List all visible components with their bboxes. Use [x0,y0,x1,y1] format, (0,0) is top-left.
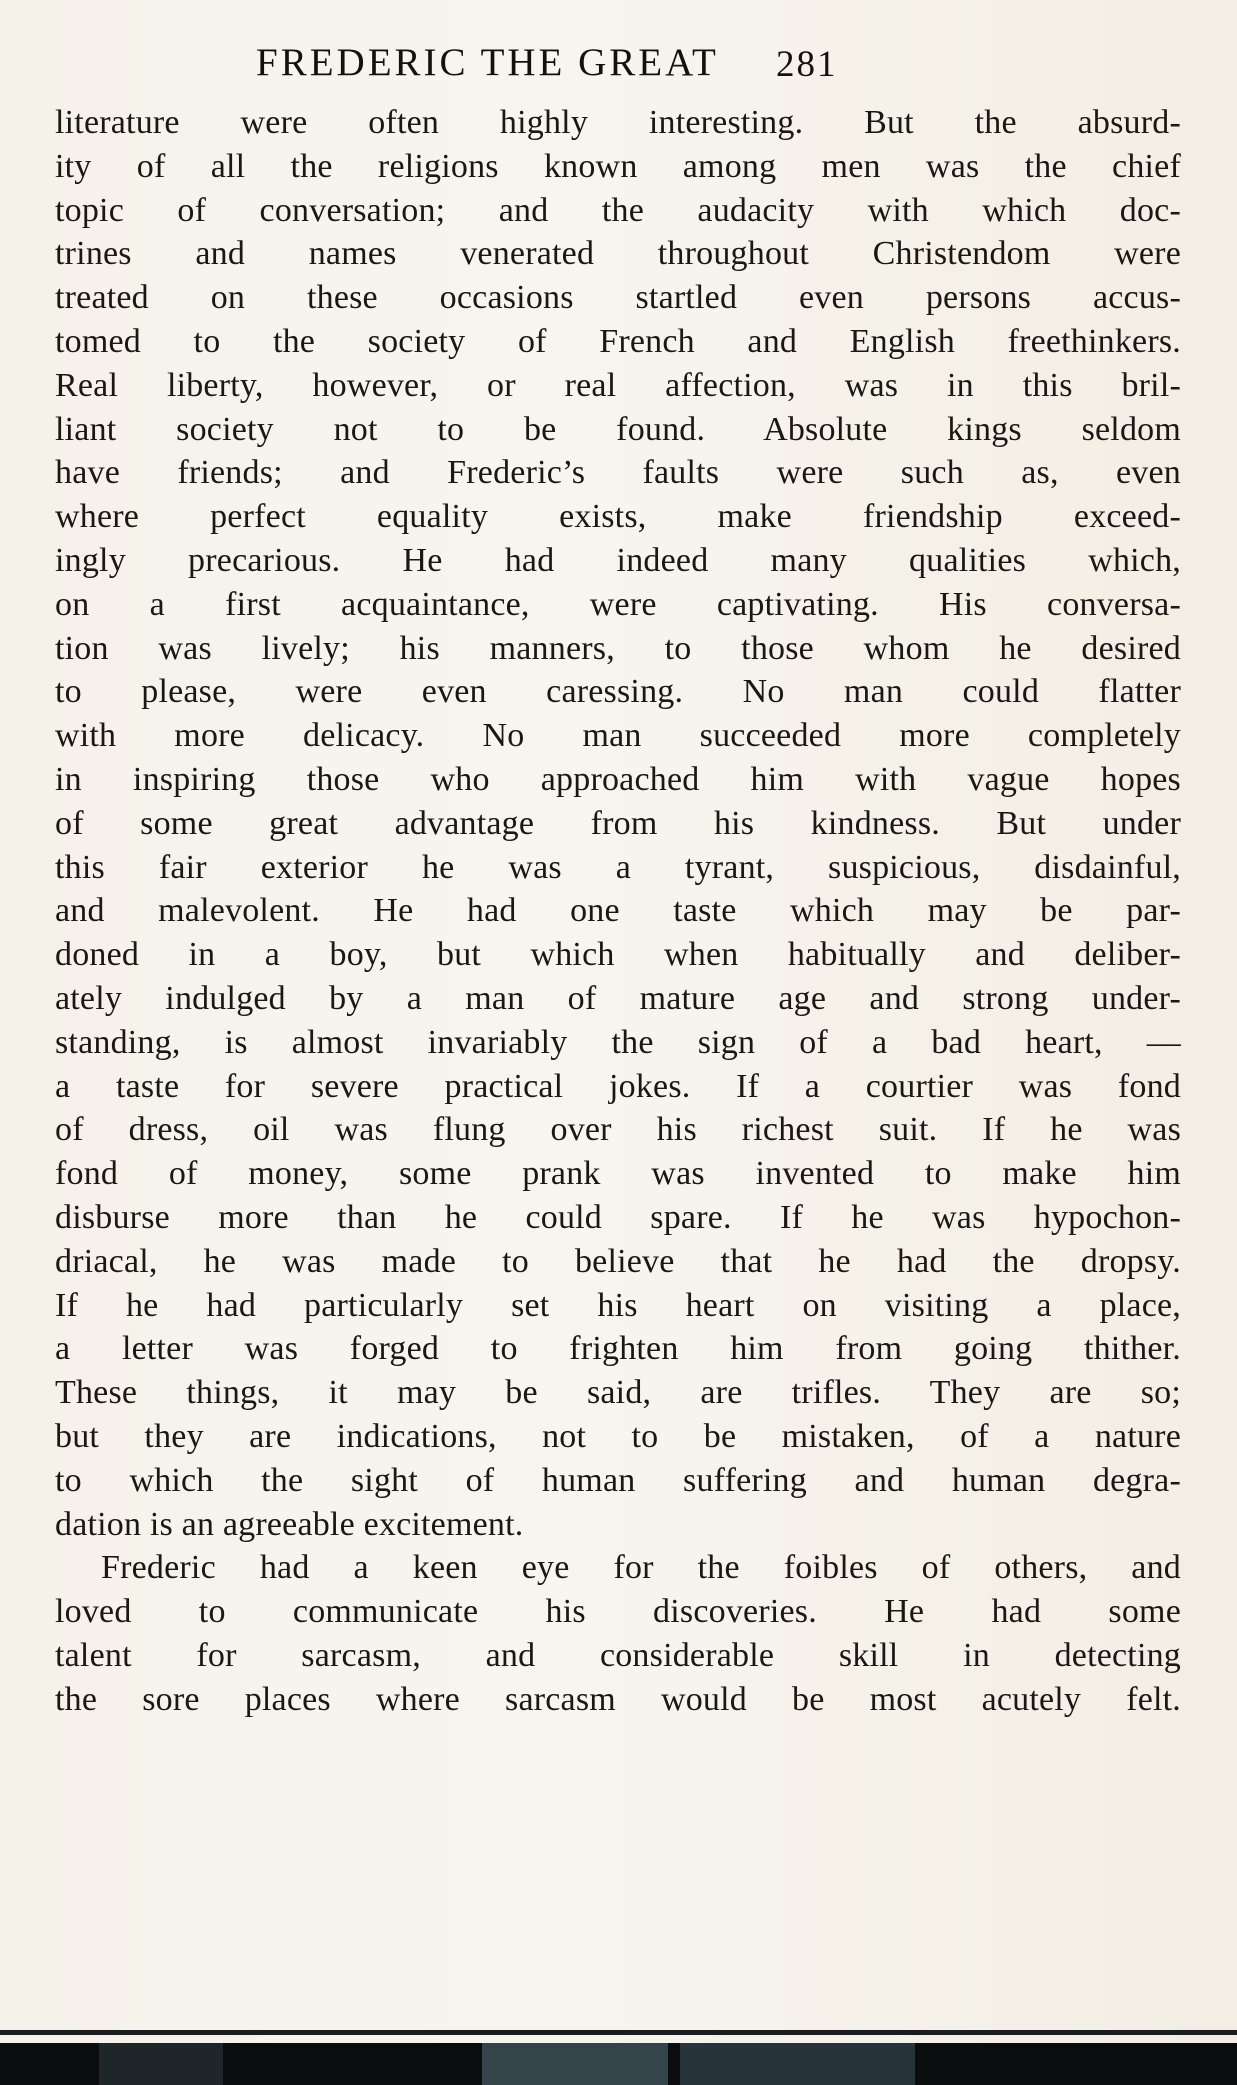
text-line: and malevolent. He had one taste which may be par- [55,892,1181,930]
paragraph [55,1546,1181,1721]
text-line: driacal, he was made to believe that he had the dropsy. [55,1242,1181,1280]
text-line: to which the sight of human suffering and human degra- [55,1461,1181,1499]
page-body [55,101,1181,1721]
text-line: fond of money, some prank was invented to make him [55,1155,1181,1193]
text-line: These things, it may be said, are trifles. They are so; [55,1374,1181,1412]
text-line: ingly precarious. He had indeed many qualities which, [55,541,1181,579]
text-line: this fair exterior he was a tyrant, suspicious, disdainful, [55,848,1181,886]
text-line: ately indulged by a man of mature age and strong under- [55,979,1181,1017]
scan-bar-segment [99,2043,223,2085]
text-line: to please, were even caressing. No man could flatter [55,673,1181,711]
text-line: If he had particularly set his heart on visiting a place, [55,1286,1181,1324]
scan-bar-segment [482,2043,668,2085]
text-line: of some great advantage from his kindness. But under [55,804,1181,842]
scan-bar-segment [680,2043,915,2085]
text-line: dation is an agreeable excitement. [55,1505,524,1543]
text-line: treated on these occasions startled even persons accus- [55,279,1181,317]
text-line: Frederic had a keen eye for the foibles of others, and [101,1549,1181,1587]
text-line: with more delicacy. No man succeeded more completely [55,717,1181,755]
text-line: tion was lively; his manners, to those whom he desired [55,629,1181,667]
text-line: ity of all the religions known among men was the chief [55,147,1181,185]
text-line: but they are indications, not to be mistaken, of a nature [55,1417,1181,1455]
text-line: of dress, oil was flung over his richest suit. If he was [55,1111,1181,1149]
text-line: tomed to the society of French and English freethinkers. [55,322,1181,360]
text-line: on a first acquaintance, were captivating. His conversa- [55,585,1181,623]
text-line: liant society not to be found. Absolute kings seldom [55,410,1181,448]
text-line: standing, is almost invariably the sign of a bad heart, — [55,1023,1181,1061]
running-head-title: FREDERIC THE GREAT [256,41,719,84]
text-line: in inspiring those who approached him with vague hopes [55,760,1181,798]
text-line: loved to communicate his discoveries. He had some [55,1593,1181,1631]
text-line: disburse more than he could spare. If he was hypochon- [55,1198,1181,1236]
text-line: topic of conversation; and the audacity with which doc- [55,191,1181,229]
scan-edge-artifact [0,2043,1237,2085]
text-line: have friends; and Frederic’s faults were such as, even [55,454,1181,492]
text-line: Real liberty, however, or real affection, was in this bril- [55,366,1181,404]
text-line: literature were often highly interesting. But the absurd- [55,104,1181,141]
scan-edge-line [0,2030,1237,2035]
paragraph [55,101,1181,1546]
text-line: where perfect equality exists, make friendship exceed- [55,498,1181,536]
text-line: talent for sarcasm, and considerable skill in detecting [55,1636,1181,1674]
text-line: doned in a boy, but which when habitually and deliber- [55,936,1181,974]
text-line: trines and names venerated throughout Christendom were [55,235,1181,273]
text-line: a letter was forged to frighten him from going thither. [55,1330,1181,1368]
page-header [0,40,1237,100]
page-number: 281 [776,44,838,85]
text-line: the sore places where sarcasm would be most acutely felt. [55,1680,1181,1718]
text-line: a taste for severe practical jokes. If a courtier was fond [55,1067,1181,1105]
